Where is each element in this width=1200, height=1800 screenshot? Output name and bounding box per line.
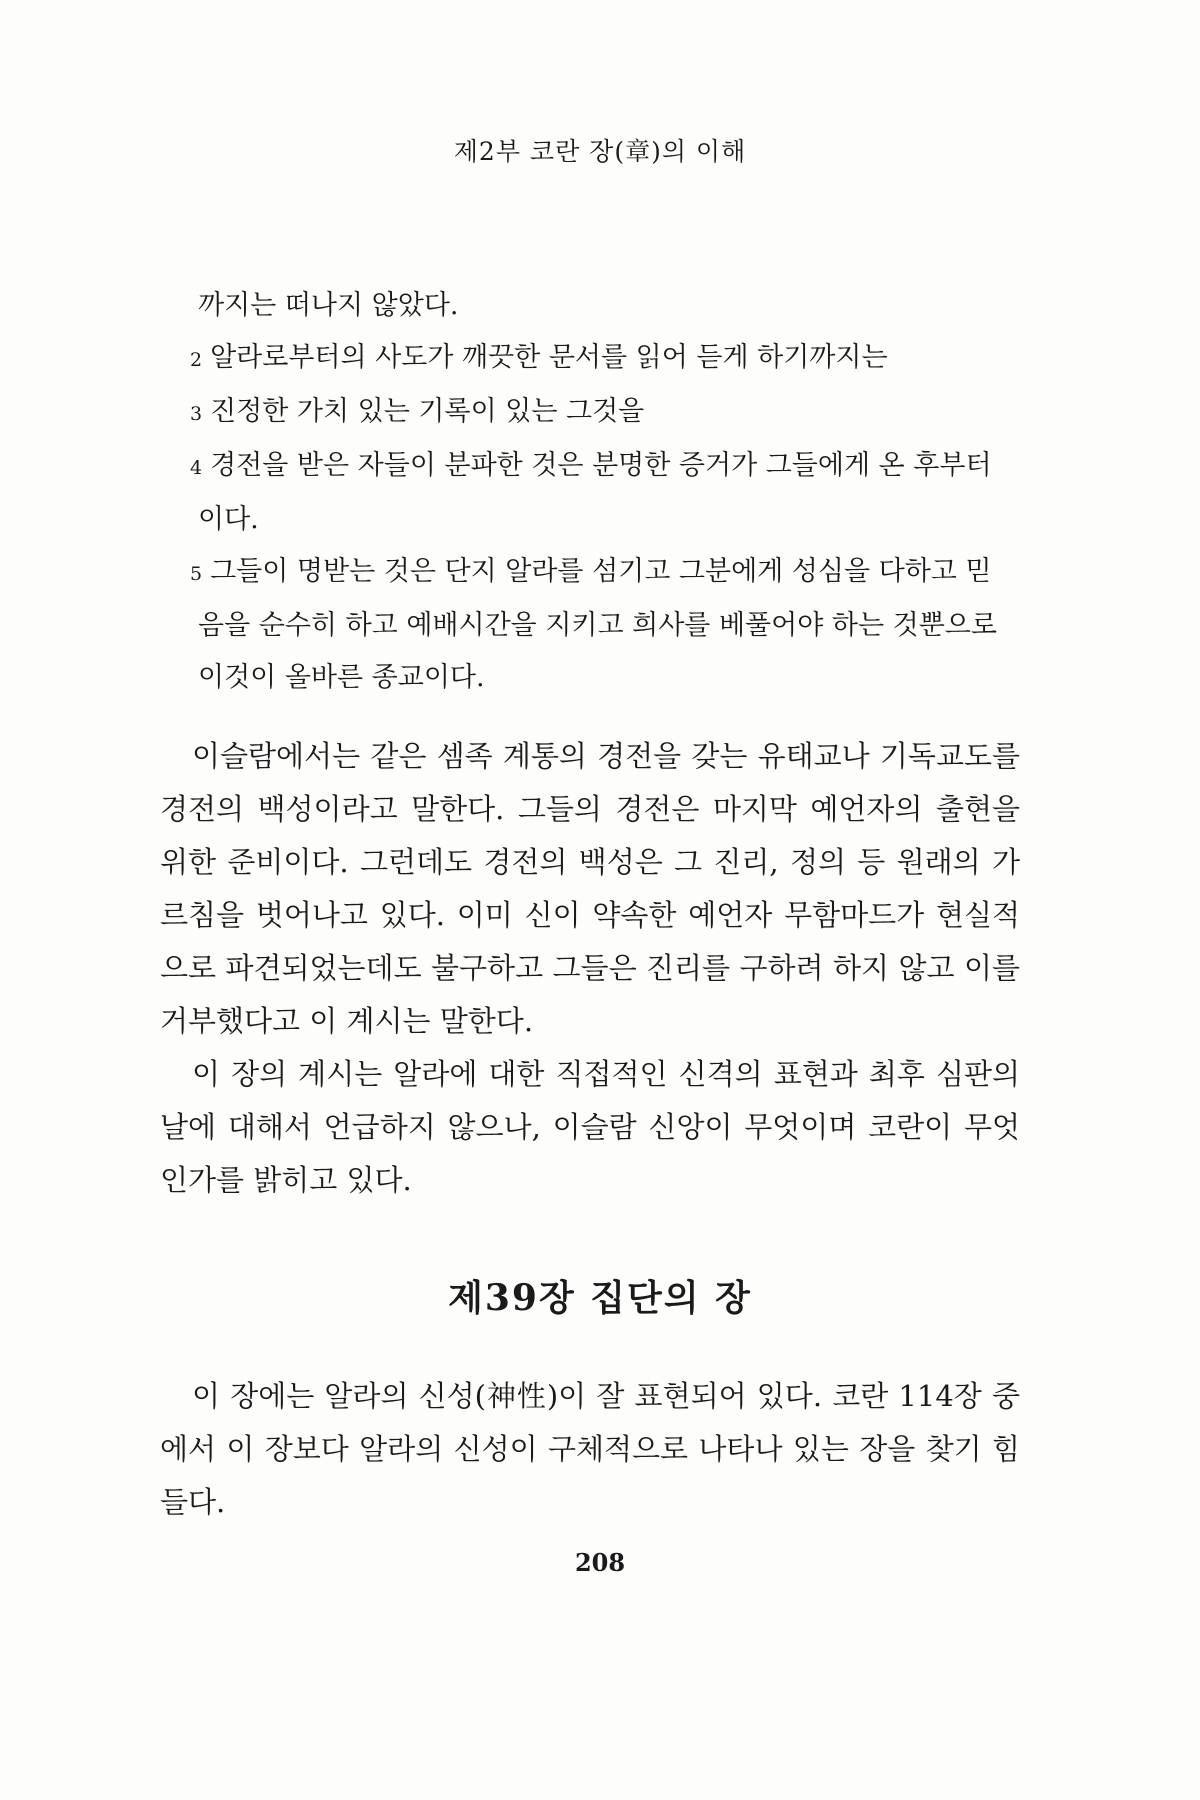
verse-text: 알라로부터의 사도가 깨끗한 문서를 읽어 듣게 하기까지는 [210, 342, 888, 373]
verse-line [190, 440, 1010, 494]
page-number: 208 [574, 1548, 626, 1577]
chapter-title: 제39장 집단의 장 [448, 1277, 752, 1319]
verse-line [190, 600, 1010, 652]
chapter-intro [160, 1370, 1020, 1529]
verse-number: 2 [190, 349, 203, 371]
verse-line [190, 652, 1010, 704]
running-head: 제2부 코란 장(章)의 이해 [453, 137, 747, 166]
verse-text: 이것이 올바른 종교이다. [198, 662, 485, 693]
verse-text: 까지는 떠나지 않았다. [198, 290, 459, 321]
verse-text: 그들이 명받는 것은 단지 알라를 섬기고 그분에게 성심을 다하고 믿 [210, 556, 992, 587]
commentary [160, 730, 1020, 1207]
verse-line [190, 332, 1010, 386]
verse-block [190, 280, 1010, 704]
commentary-paragraph: 이 장의 계시는 알라에 대한 직접적인 신격의 표현과 최후 심판의 날에 대해서 언급하지 않으나, 이슬람 신앙이 무엇이며 코란이 무엇인가를 밝히고 있다. [160, 1057, 1020, 1197]
verse-text: 경전을 받은 자들이 분파한 것은 분명한 증거가 그들에게 온 후부터 [210, 450, 992, 481]
verse-number: 5 [190, 563, 203, 585]
verse-line [190, 280, 1010, 332]
intro-paragraph: 이 장에는 알라의 신성(神性)이 잘 표현되어 있다. 코란 114장 중에서 이 장보다 알라의 신성이 구체적으로 나타나 있는 장을 찾기 힘들다. [160, 1379, 1020, 1519]
verse-line [190, 546, 1010, 600]
commentary-paragraph: 이슬람에서는 같은 셈족 계통의 경전을 갖는 유태교나 기독교도를 경전의 백성이라고 말한다. 그들의 경전은 마지막 예언자의 출현을 위한 준비이다. 그런데도 경전의 백성은 그 진리, 정의 등 원래의 가르침을 벗어나고 있다. 이미 신이 약속한 예언자 무함마드가 현실적으로 파견되었는데도 불구하고 그들은 진리를 구하려 하지 않고 이를 거부했다고 이 계시는 말한다. [160, 739, 1020, 1038]
verse-line [190, 494, 1010, 546]
verse-number: 3 [190, 403, 203, 425]
verse-line [190, 386, 1010, 440]
verse-text: 이다. [198, 504, 259, 535]
verse-text: 음을 순수히 하고 예배시간을 지키고 희사를 베풀어야 하는 것뿐으로 [198, 610, 997, 641]
verse-text: 진정한 가치 있는 기록이 있는 그것을 [210, 396, 645, 427]
verse-number: 4 [190, 457, 203, 479]
